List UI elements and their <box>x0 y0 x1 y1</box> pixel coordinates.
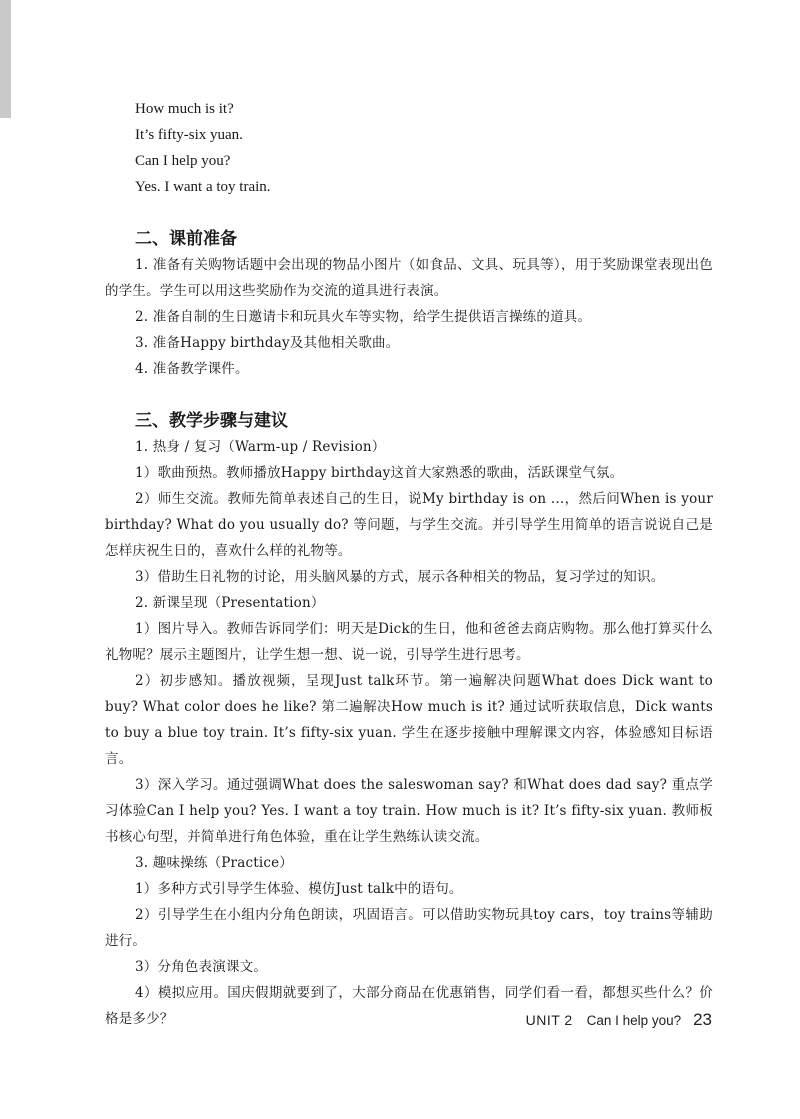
step-item: 1）图片导入。教师告诉同学们：明天是Dick的生日，他和爸爸去商店购物。那么他打算买什么礼物呢？展示主题图片，让学生想一想、说一说，引导学生进行思考。 <box>105 621 713 663</box>
step-heading-presentation: 2. 新课呈现（Presentation） <box>135 595 325 611</box>
section-heading-steps: 三、教学步骤与建议 <box>135 411 288 431</box>
step-item: 2）初步感知。播放视频，呈现Just talk环节。第一遍解决问题What does Dick want to buy? What color does he like? 第二遍解决How much is it? 通过试听获取信息，Dick wants to buy a blue toy train. It’s fifty-six yuan. 学生在逐步接触中理解课文内容，体验感知目标语言。 <box>105 673 713 767</box>
footer-unit: UNIT 2 <box>525 1012 573 1028</box>
dialog-line: Yes. I want a toy train. <box>135 179 271 195</box>
dialog-line: How much is it? <box>135 101 234 117</box>
page-edge-bar <box>0 0 11 118</box>
page-number: 23 <box>693 1010 712 1029</box>
step-heading-warmup: 1. 热身 / 复习（Warm-up / Revision） <box>135 439 386 455</box>
step-item: 1）歌曲预热。教师播放Happy birthday这首大家熟悉的歌曲，活跃课堂气氛。 <box>135 465 624 481</box>
footer-title: Can I help you? <box>586 1013 682 1028</box>
step-item: 3）深入学习。通过强调What does the saleswoman say? 和What does dad say? 重点学习体验Can I help you? Yes. I want a toy train. How much is it? It’s fifty-six yuan. 教师板书核心句型，并简单进行角色体验，重在让学生熟练认读交流。 <box>105 777 713 845</box>
step-item: 4）模拟应用。国庆假期就要到了，大部分商品在优惠销售，同学们看一看，都想买些什么？价格是多少？ <box>105 985 713 1027</box>
dialog-line: It’s fifty-six yuan. <box>135 127 243 143</box>
prep-item: 3. 准备Happy birthday及其他相关歌曲。 <box>135 335 400 351</box>
dialog-block <box>105 96 713 200</box>
step-heading-practice: 3. 趣味操练（Practice） <box>135 855 294 871</box>
step-item: 3）分角色表演课文。 <box>135 959 268 975</box>
step-item: 2）师生交流。教师先简单表述自己的生日，说My birthday is on ...，然后问When is your birthday? What do you usually do? 等问题，与学生交流。并引导学生用简单的语言说说自己是怎样庆祝生日的，喜欢什么样的礼物等。 <box>105 491 713 559</box>
prep-item: 1. 准备有关购物话题中会出现的物品小图片（如食品、文具、玩具等），用于奖励课堂表现出色的学生。学生可以用这些奖励作为交流的道具进行表演。 <box>105 257 713 299</box>
dialog-line: Can I help you? <box>135 153 231 169</box>
page-content <box>105 96 713 1032</box>
page-footer <box>526 1010 712 1030</box>
prep-item: 2. 准备自制的生日邀请卡和玩具火车等实物，给学生提供语言操练的道具。 <box>135 309 592 325</box>
step-item: 2）引导学生在小组内分角色朗读，巩固语言。可以借助实物玩具toy cars，toy trains等辅助进行。 <box>105 907 713 949</box>
step-item: 3）借助生日礼物的讨论，用头脑风暴的方式，展示各种相关的物品，复习学过的知识。 <box>135 569 665 585</box>
prep-item: 4. 准备教学课件。 <box>135 361 249 377</box>
section-heading-preparation: 二、课前准备 <box>135 229 237 249</box>
step-item: 1）多种方式引导学生体验、模仿Just talk中的语句。 <box>135 881 463 897</box>
